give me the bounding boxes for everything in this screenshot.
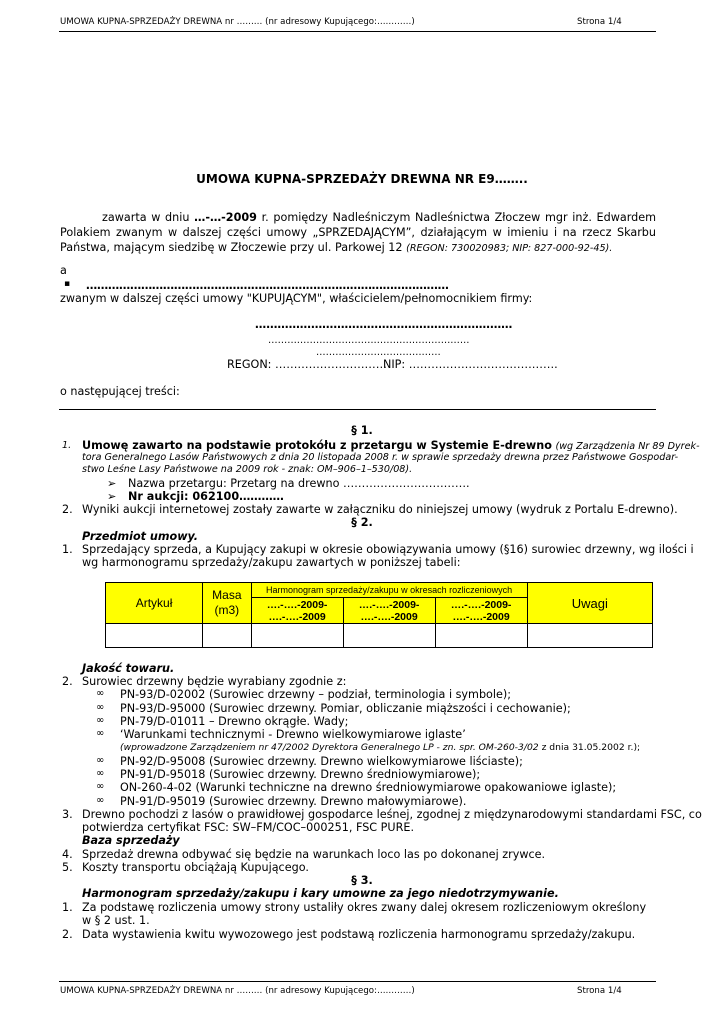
col-masa-l1: Masa: [212, 588, 242, 602]
period-2-end: ….-….-2009: [360, 610, 418, 623]
bullet-icon: ∞: [96, 715, 105, 726]
s3-p2: Data wystawienia kwitu wywozowego jest podstawą rozliczenia harmonogramu sprzedaży/zakupu.: [82, 928, 636, 941]
baza-heading: Baza sprzedaży: [82, 834, 180, 847]
zarzadzenie-note: [120, 742, 640, 753]
bullet-icon: ∞: [96, 688, 105, 699]
bullet-icon: ∞: [96, 728, 105, 739]
s3-p1-number: 1.: [62, 901, 73, 914]
col-uwagi: Uwagi: [527, 583, 652, 624]
baza-p4: Sprzedaż drewna odbywać się będzie na warunkach loco las po dokonanej zrywce.: [82, 848, 546, 861]
footer-page-number: Strona 1/4: [577, 986, 622, 996]
cell-period-1: [251, 624, 343, 648]
col-period-1: [251, 598, 343, 624]
firm-line-3: …………………………………: [316, 347, 441, 358]
section-3-subheading: Harmonogram sprzedaży/zakupu i kary umowne za jego niedotrzymywanie.: [82, 887, 559, 900]
jakosc-p2: Surowiec drzewny będzie wyrabiany zgodnie z:: [82, 675, 347, 688]
jakosc-p2-number: 2.: [62, 675, 73, 688]
jakosc-heading: Jakość towaru.: [82, 662, 175, 675]
o-tresci: o następującej treści:: [60, 385, 180, 398]
period-3-start: ….-….-2009-: [450, 598, 512, 611]
nr-aukcji: Nr aukcji: 062100…………: [128, 490, 284, 503]
col-artykul: Artykuł: [106, 583, 203, 624]
regon-field: REGON: …………………………: [227, 358, 387, 371]
arrow-icon: ➢: [107, 490, 117, 503]
intro-date: …-…-2009: [194, 211, 257, 224]
s1-p2-number: 2.: [62, 503, 73, 516]
bullet-icon: ∞: [96, 755, 105, 766]
party-kupujacy: zwanym w dalszej części umowy "KUPUJĄCYM", właścicielem/pełnomocnikiem firmy:: [60, 292, 533, 305]
header-rule: [59, 31, 656, 32]
norm-item: ON-260-4-02 (Warunki techniczne na drewno średniowymiarowe opakowaniowe iglaste);: [120, 781, 617, 794]
cell-period-3: [435, 624, 527, 648]
intro-zawarta: zawarta w dniu: [102, 211, 190, 224]
zarzadzenie-tail: z dnia 31.05.2002 r.);: [541, 742, 641, 753]
arrow-icon: ➢: [107, 477, 117, 490]
s1-p1-bold: Umowę zawarto na podstawie protokółu z przetargu w Systemie E-drewno: [82, 439, 552, 452]
period-3-end: ….-….-2009: [452, 610, 510, 623]
cell-artykul: [106, 624, 203, 648]
firm-line-1: ……………………………………………………………: [255, 318, 513, 331]
s1-p1-italic-2: tora Generalnego Lasów Państwowych z dnia 20 listopada 2008 r. w sprawie sprzedaży drewna przez Państwowe Gospodar-: [82, 452, 679, 463]
period-1-end: ….-….-2009: [268, 610, 326, 623]
baza-p5: Koszty transportu obciążają Kupującego.: [82, 861, 309, 874]
col-period-3: [435, 598, 527, 624]
zarzadzenie-italic: (wprowadzone Zarządzeniem nr 47/2002 Dyrektora Generalnego LP - zn. spr. OM-260-3/02: [120, 742, 539, 753]
przedmiot-heading: Przedmiot umowy.: [82, 530, 199, 543]
col-masa: [203, 583, 252, 624]
norm-item: PN-93/D-02002 (Surowiec drzewny – podział, terminologia i symbole);: [120, 688, 512, 701]
section-3-heading: § 3.: [351, 874, 373, 887]
party-bullet: ▪: [64, 279, 71, 289]
norm-item: ‘Warunkami technicznymi - Drewno wielkowymiarowe iglaste’: [120, 728, 466, 741]
document-title: UMOWA KUPNA-SPRZEDAŻY DREWNA NR E9……..: [196, 172, 528, 186]
s2-p1-line2: wg harmonogramu sprzedaży/zakupu zawartych w poniższej tabeli:: [82, 556, 461, 569]
norm-item: PN-79/D-01011 – Drewno okrągłe. Wady;: [120, 715, 349, 728]
intro-regon: (REGON: 730020983; NIP: 827-000-92-45).: [406, 243, 613, 254]
s3-p1-line2: w § 2 ust. 1.: [82, 914, 150, 927]
baza-p5-number: 5.: [62, 861, 73, 874]
harmonogram-table: [105, 582, 653, 648]
period-2-start: ….-….-2009-: [358, 598, 420, 611]
s1-p1-number: 1.: [62, 440, 72, 451]
period-1-start: ….-….-2009-: [266, 598, 328, 611]
s1-p2: Wyniki aukcji internetowej zostały zawarte w załączniku do niniejszej umowy (wydruk z Portalu E-drewno).: [82, 503, 678, 516]
norm-item: PN-93/D-95000 (Surowiec drzewny. Pomiar, obliczanie miąższości i cechowanie);: [120, 702, 571, 715]
col-harmonogram: Harmonogram sprzedaży/zakupu w okresach rozliczeniowych: [251, 583, 527, 598]
s2-p1-line1: Sprzedający sprzeda, a Kupujący zakupi w okresie obowiązywania umowy (§16) surowiec drzewny, wg ilości i: [82, 543, 694, 556]
nazwa-przetargu: Nazwa przetargu: Przetarg na drewno …………………………….: [128, 477, 470, 490]
col-masa-l2: (m3): [214, 603, 240, 617]
s2-p1-number: 1.: [62, 543, 73, 556]
firm-line-2: ………………………………………………………: [268, 335, 470, 346]
bullet-icon: ∞: [96, 702, 105, 713]
footer-left: UMOWA KUPNA-SPRZEDAŻY DREWNA nr ……… (nr adresowy Kupującego:…………): [60, 986, 415, 996]
jakosc-p3-line1: Drewno pochodzi z lasów o prawidłowej gospodarce leśnej, zgodnej z międzynarodowymi standardami FSC, co: [82, 808, 702, 821]
nip-field: NIP: ………………………………….: [383, 358, 558, 371]
norm-item: PN-92/D-95008 (Surowiec drzewny. Drewno wielkowymiarowe liściaste);: [120, 755, 523, 768]
s1-p1-line1: [82, 439, 700, 452]
intro-paragraph: [60, 210, 656, 256]
norm-item: PN-91/D-95019 (Surowiec drzewny. Drewno małowymiarowe).: [120, 795, 467, 808]
bullet-icon: ∞: [96, 768, 105, 779]
section-rule: [59, 409, 656, 410]
cell-uwagi: [527, 624, 652, 648]
s3-p2-number: 2.: [62, 928, 73, 941]
footer-rule: [59, 981, 656, 982]
s3-p1-line1: Za podstawę rozliczenia umowy strony ustaliły okres zwany dalej okresem rozliczeniowym określony: [82, 901, 647, 914]
norm-item: PN-91/D-95018 (Surowiec drzewny. Drewno średniowymiarowe);: [120, 768, 481, 781]
bullet-icon: ∞: [96, 781, 105, 792]
jakosc-p3-line2: potwierdza certyfikat FSC: SW–FM/COC–000251, FSC PURE.: [82, 821, 415, 834]
cell-period-2: [343, 624, 435, 648]
baza-p4-number: 4.: [62, 848, 73, 861]
party-a: a: [60, 264, 67, 277]
section-2-heading: § 2.: [351, 516, 373, 529]
header-left: UMOWA KUPNA-SPRZEDAŻY DREWNA nr ……… (nr adresowy Kupującego:…………): [60, 17, 415, 27]
party-dots: ………………………………………………………………………………………: [86, 279, 449, 292]
header-page-number: Strona 1/4: [577, 17, 622, 27]
s1-p1-italic-3: stwo Leśne Lasy Państwowe na 2009 rok - znak: OM–906–1–530/08).: [82, 464, 413, 475]
cell-masa: [203, 624, 252, 648]
bullet-icon: ∞: [96, 795, 105, 806]
intro-text: r. pomiędzy Nadleśniczym Nadleśnictwa Złoczew mgr inż. Edwardem Polakiem zwanym w dalszej części umowy „SPRZEDAJĄCYM”, działającym w imieniu i na rzecz Skarbu Państwa, mającym siedzibę w Złoczewie przy ul. Parkowej 12: [60, 211, 657, 254]
col-period-2: [343, 598, 435, 624]
s1-p1-italic-1: (wg Zarządzenia Nr 89 Dyrek-: [555, 441, 700, 452]
section-1-heading: § 1.: [351, 424, 373, 437]
jakosc-p3-number: 3.: [62, 808, 73, 821]
